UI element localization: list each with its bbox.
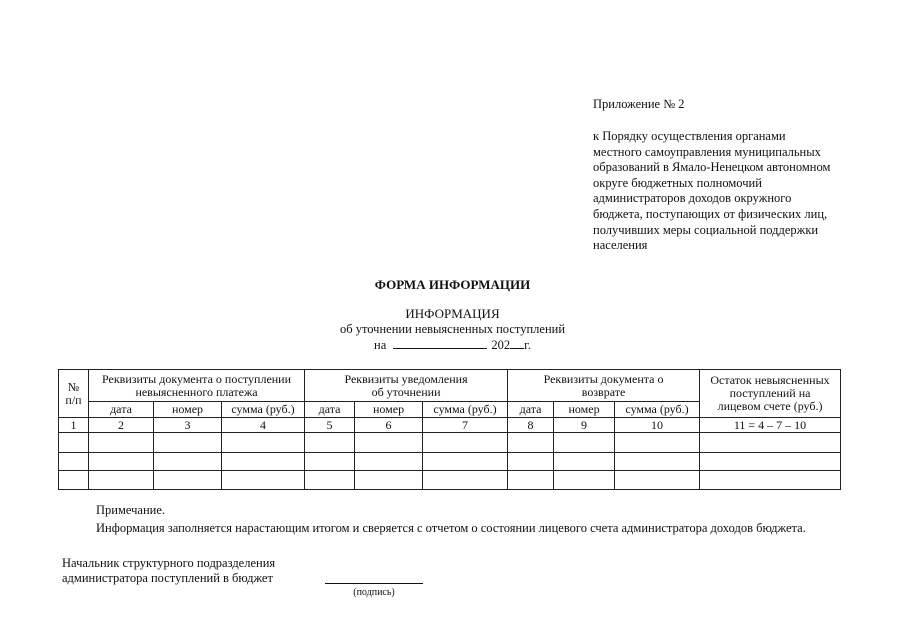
table-cell[interactable] <box>423 433 508 453</box>
appendix-line: образований в Ямало-Ненецком автономном <box>593 160 831 175</box>
table-cell[interactable] <box>508 453 554 471</box>
table-cell[interactable] <box>154 453 222 471</box>
subheader-date: дата <box>508 402 554 418</box>
header-line: возврате <box>581 384 626 399</box>
note-title: Примечание. <box>96 503 166 517</box>
table-header-row <box>59 370 841 402</box>
table-cell[interactable] <box>89 471 154 490</box>
header-line: Реквизиты документа о поступлении <box>102 371 292 386</box>
table-row <box>59 433 841 453</box>
subheader-date: дата <box>305 402 355 418</box>
subheader-number: номер <box>154 402 222 418</box>
subheader-sum: сумма (руб.) <box>222 402 305 418</box>
table-cell[interactable] <box>222 433 305 453</box>
info-subtitle: об уточнении невыясненных поступлений <box>339 322 566 336</box>
header-line: поступлений на <box>729 386 811 400</box>
date-blank-field[interactable] <box>393 337 487 349</box>
table-cell[interactable] <box>89 453 154 471</box>
column-number: 6 <box>355 418 423 433</box>
table-cell[interactable] <box>355 453 423 471</box>
table-cell[interactable] <box>355 433 423 453</box>
column-number: 7 <box>423 418 508 433</box>
table-cell[interactable] <box>615 433 700 453</box>
table-cell[interactable] <box>700 433 841 453</box>
column-number: 1 <box>59 418 89 433</box>
column-number: 8 <box>508 418 554 433</box>
date-suffix: г. <box>524 338 531 352</box>
column-number: 2 <box>89 418 154 433</box>
column-number: 4 <box>222 418 305 433</box>
header-balance <box>700 370 841 418</box>
header-line: Остаток невыясненных <box>710 373 830 387</box>
header-line: лицевом счете (руб.) <box>717 399 823 413</box>
info-title: ИНФОРМАЦИЯ <box>405 306 500 321</box>
table-cell[interactable] <box>305 471 355 490</box>
subheader-number: номер <box>554 402 615 418</box>
table-cell[interactable] <box>554 433 615 453</box>
appendix-line: администраторов доходов окружного <box>593 191 792 206</box>
signature-caption: (подпись) <box>353 587 395 598</box>
subheader-number: номер <box>355 402 423 418</box>
header-payment-doc <box>89 370 305 402</box>
header-return-doc <box>508 370 700 402</box>
table-cell[interactable] <box>355 471 423 490</box>
header-line: об уточнении <box>371 384 441 399</box>
header-num-line: № <box>67 379 80 394</box>
header-num <box>59 370 89 418</box>
year-blank-field[interactable] <box>510 337 524 349</box>
subheader-sum: сумма (руб.) <box>615 402 700 418</box>
appendix-line: местного самоуправления муниципальных <box>593 144 821 159</box>
table-cell[interactable] <box>89 433 154 453</box>
date-prefix: на <box>374 338 387 352</box>
table-cell[interactable] <box>222 453 305 471</box>
column-number: 10 <box>615 418 700 433</box>
note-text: Информация заполняется нарастающим итогом и сверяется с отчетом о состоянии лицевого счета администратора доходов бюджета. <box>96 521 806 535</box>
table-cell[interactable] <box>508 433 554 453</box>
signature-position-line-1: Начальник структурного подразделения <box>62 556 276 570</box>
subheader-date: дата <box>89 402 154 418</box>
table-cell[interactable] <box>59 433 89 453</box>
header-num-line: п/п <box>65 392 82 407</box>
form-title: ФОРМА ИНФОРМАЦИИ <box>374 277 531 292</box>
appendix-line: получивших меры социальной поддержки <box>593 222 819 237</box>
table-row <box>59 453 841 471</box>
appendix-line: бюджета, поступающих от физических лиц, <box>593 206 828 221</box>
table-cell[interactable] <box>615 453 700 471</box>
table-cell[interactable] <box>700 471 841 490</box>
table-cell[interactable] <box>59 471 89 490</box>
table-cell[interactable] <box>222 471 305 490</box>
column-numbers-row <box>59 418 841 433</box>
header-line: Реквизиты уведомления <box>344 371 468 386</box>
signature-field[interactable] <box>325 583 423 584</box>
table-cell[interactable] <box>305 453 355 471</box>
appendix-line: населения <box>593 238 648 253</box>
signature-position-line-2: администратора поступлений в бюджет <box>62 571 273 585</box>
table-cell[interactable] <box>59 453 89 471</box>
column-number: 5 <box>305 418 355 433</box>
table-cell[interactable] <box>554 471 615 490</box>
table-cell[interactable] <box>305 433 355 453</box>
table-cell[interactable] <box>700 453 841 471</box>
appendix-line: округе бюджетных полномочий <box>593 175 762 190</box>
table-cell[interactable] <box>554 453 615 471</box>
header-line: невыясненного платежа <box>135 384 258 399</box>
column-number: 9 <box>554 418 615 433</box>
table-cell[interactable] <box>154 433 222 453</box>
info-date-line <box>0 337 905 353</box>
subheader-sum: сумма (руб.) <box>423 402 508 418</box>
clarification-table <box>58 369 841 490</box>
table-cell[interactable] <box>508 471 554 490</box>
table-row <box>59 471 841 490</box>
appendix-text <box>593 129 863 254</box>
table-cell[interactable] <box>423 453 508 471</box>
header-line: Реквизиты документа о <box>543 371 664 386</box>
table-cell[interactable] <box>154 471 222 490</box>
header-notice <box>305 370 508 402</box>
table-cell[interactable] <box>615 471 700 490</box>
column-number: 11 = 4 – 7 – 10 <box>700 418 841 433</box>
appendix-title: Приложение № 2 <box>593 97 685 111</box>
appendix-line: к Порядку осуществления органами <box>593 129 786 143</box>
column-number: 3 <box>154 418 222 433</box>
date-year: 202 <box>491 338 511 352</box>
table-cell[interactable] <box>423 471 508 490</box>
